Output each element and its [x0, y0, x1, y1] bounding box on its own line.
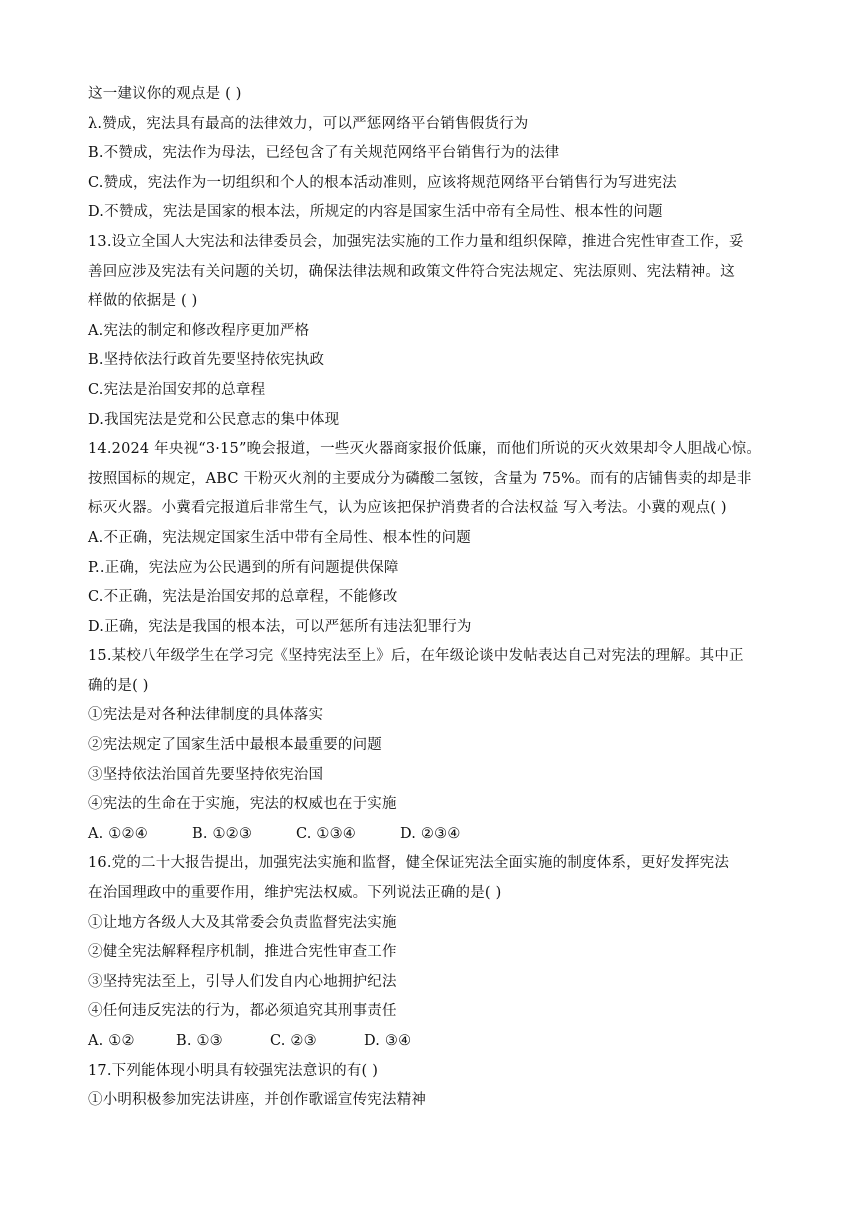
q14-option-a: A.不正确，宪法规定国家生活中带有全局性、根本性的问题: [88, 529, 471, 546]
q15-item: ③坚持依法治国首先要坚持依宪治国: [88, 766, 324, 783]
q15-option-d: D. ②③④: [400, 825, 461, 842]
q16-option-d: D. ③④: [364, 1033, 412, 1049]
q16-option-c: C. ②③: [270, 1033, 317, 1049]
q15-option-b: B. ①②③: [192, 825, 253, 842]
q13-option-d: D.我国宪法是党和公民意志的集中体现: [88, 411, 340, 428]
q13-stem-line: 样做的依据是 ( ): [88, 293, 198, 310]
q14-stem-line: 14.2024 年央视“3·15”晚会报道，一些灭火器商家报价低廉，而他们所说的灭火效果却令人胆战心惊。: [88, 441, 762, 458]
q15-item: ①宪法是对各种法律制度的具体落实: [88, 707, 324, 724]
q14-stem-line: 按照国标的规定，ABC 干粉灭火剂的主要成分为磷酸二氢铵，含量为 75%。而有的店铺售卖的却是非: [88, 470, 752, 487]
q16-stem-line: 在治国理政中的重要作用，维护宪法权威。下列说法正确的是( ): [88, 885, 502, 902]
q15-item: ④宪法的生命在于实施，宪法的权威也在于实施: [88, 796, 397, 813]
q16-item: ①让地方各级人大及其常委会负责监督宪法实施: [88, 914, 397, 931]
q15-option-a: A. ①②④: [88, 825, 148, 842]
q14-option-d: D.正确，宪法是我国的根本法，可以严惩所有违法犯罪行为: [88, 618, 472, 635]
q17-stem-line: 17.下列能体现小明具有较强宪法意识的有( ): [88, 1062, 379, 1079]
q16-item: ②健全宪法解释程序机制，推进合宪性审查工作: [88, 944, 397, 961]
q14-option-c: C.不正确，宪法是治国安邦的总章程，不能修改: [88, 589, 398, 606]
q13-option-c: C.宪法是治国安邦的总章程: [88, 381, 266, 398]
q15-options: [88, 820, 778, 850]
q14-stem-line: 标灭火器。小冀看完报道后非常生气，认为应该把保护消费者的合法权益 写入考法。小冀的观点( ): [88, 500, 727, 517]
q16-option-a: A. ①②: [88, 1033, 135, 1049]
q14-option-b: P..正确，宪法应为公民遇到的所有问题提供保障: [88, 559, 399, 576]
q15-stem-line: 15.某校八年级学生在学习完《坚持宪法至上》后，在年级论谈中发帖表达自己对宪法的理解。其中正: [88, 648, 744, 665]
q15-option-c: C. ①③④: [296, 825, 356, 842]
exam-page: [88, 80, 778, 1116]
q13-option-b: B.坚持依法行政首先要坚持依宪执政: [88, 352, 325, 369]
q12-option-c: C.赞成，宪法作为一切组织和个人的根本活动准则，应该将规范网络平台销售行为写进宪法: [88, 174, 677, 191]
q12-stem-end: 这一建议你的观点是 ( ): [88, 86, 242, 102]
q16-item: ④任何违反宪法的行为，都必须追究其刑事责任: [88, 1003, 397, 1020]
q15-stem-line: 确的是( ): [88, 677, 149, 694]
q16-options: [88, 1027, 778, 1057]
q12-option-a: λ.赞成，宪法具有最高的法律效力，可以严惩网络平台销售假货行为: [88, 115, 529, 132]
q12-option-d: D.不赞成，宪法是国家的根本法，所规定的内容是国家生活中帝有全局性、根本性的问题: [88, 204, 663, 221]
q16-stem-line: 16.党的二十大报告提出，加强宪法实施和监督，健全保证宪法全面实施的制度体系，更好发挥宪法: [88, 855, 730, 872]
q17-item: ①小明积极参加宪法讲座，并创作歌谣宣传宪法精神: [88, 1092, 427, 1109]
q13-stem-line: 善回应涉及宪法有关问题的关切，确保法律法规和政策文件符合宪法规定、宪法原则、宪法精神。这: [88, 263, 735, 280]
q16-option-b: B. ①③: [176, 1033, 223, 1049]
q16-item: ③坚持宪法至上，引导人们发自内心地拥护纪法: [88, 973, 397, 990]
q15-item: ②宪法规定了国家生活中最根本最重要的问题: [88, 737, 382, 754]
q13-option-a: A.宪法的制定和修改程序更加严格: [88, 322, 310, 339]
q12-option-b: B.不赞成，宪法作为母法，已经包含了有关规范网络平台销售行为的法律: [88, 145, 560, 162]
q13-stem-line: 13.设立全国人大宪法和法律委员会，加强宪法实施的工作力量和组织保障，推进合宪性审查工作，妥: [88, 233, 744, 250]
